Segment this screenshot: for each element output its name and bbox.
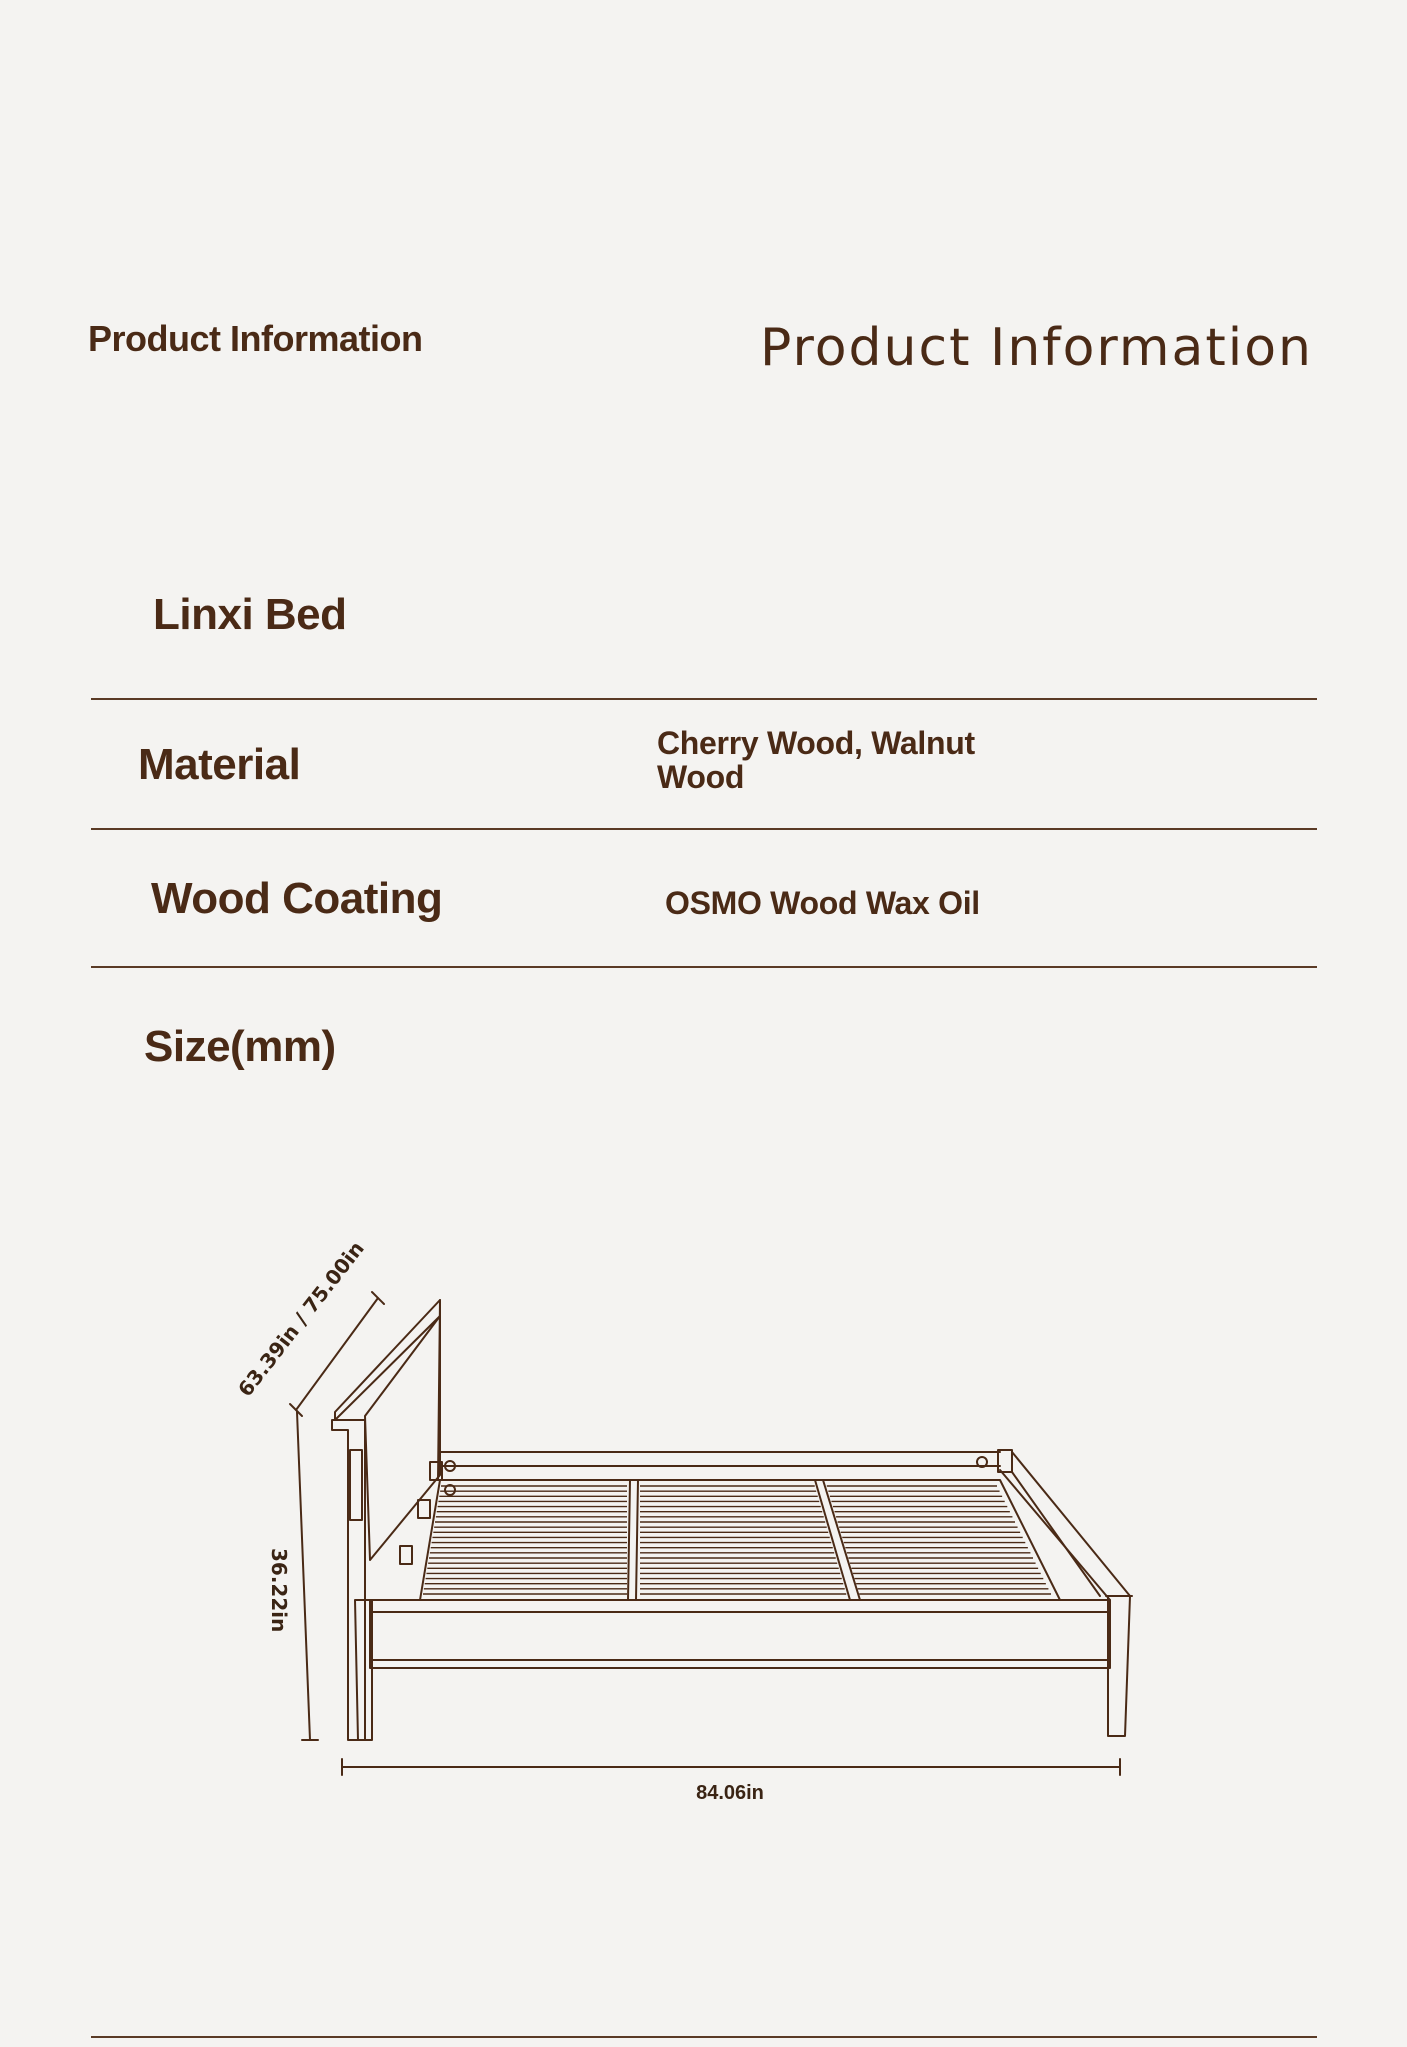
spec-value-material: Cherry Wood, Walnut Wood bbox=[657, 725, 975, 795]
spec-label-size: Size(mm) bbox=[144, 1022, 336, 1071]
spec-label-wood-coating: Wood Coating bbox=[151, 874, 443, 923]
header-small-title: Product Information bbox=[88, 318, 423, 359]
divider bbox=[91, 2036, 1317, 2038]
dimension-height-label: 36.22in bbox=[267, 1548, 291, 1633]
product-name: Linxi Bed bbox=[153, 590, 347, 639]
dimension-length-label: 84.06in bbox=[696, 1782, 764, 1804]
header-big-title: Product Information bbox=[760, 318, 1313, 378]
dimension-width-label: 63.39in / 75.00in bbox=[233, 1236, 369, 1402]
spec-value-wood-coating: OSMO Wood Wax Oil bbox=[665, 885, 980, 921]
spec-label-material: Material bbox=[138, 740, 301, 789]
